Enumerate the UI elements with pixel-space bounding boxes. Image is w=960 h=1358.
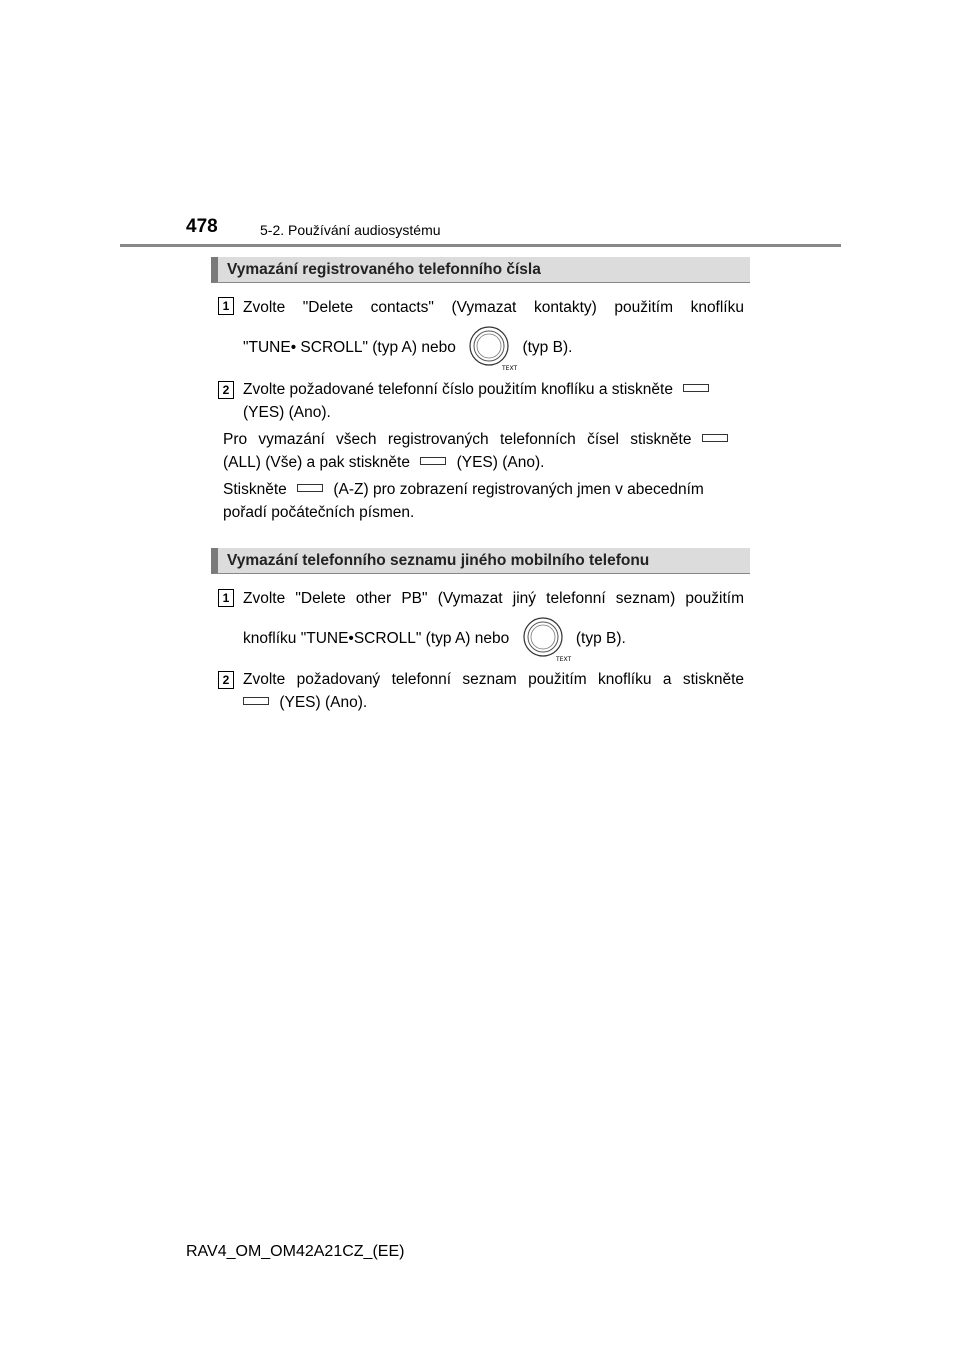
step-2b-text [243, 668, 744, 714]
screen-button-icon [420, 457, 446, 465]
step-1-line-2-b: (typ B). [522, 339, 573, 357]
knob-label: TEXT [555, 656, 571, 663]
step-1-line-1: Zvolte "Delete contacts" (Vymazat kontakty) použitím knoflíku [243, 299, 744, 316]
screen-button-icon [683, 384, 709, 392]
note-2-line-1-a: Stiskněte [223, 481, 287, 498]
note-1-line-2-a: (ALL) (Vše) a pak stiskněte [223, 454, 410, 471]
note-delete-all [223, 428, 744, 474]
step-2-line-1 [243, 378, 744, 401]
step-number-1: 1 [218, 297, 234, 315]
section-header: 5-2. Používání audiosystému [260, 222, 441, 238]
step-2b-line-1: Zvolte požadovaný telefonní seznam použitím knoflíku a stiskněte [243, 671, 744, 688]
note-1-line-1 [223, 428, 744, 451]
knob-label: TEXT [502, 365, 518, 372]
screen-button-icon [702, 434, 728, 442]
step-1b-line-2-a: knoflíku "TUNE•SCROLL" (typ A) nebo [243, 630, 510, 648]
note-sort [223, 478, 744, 524]
step-number-1: 1 [218, 589, 234, 607]
note-2-line-1-b: (A-Z) pro zobrazení registrovaných jmen v abecedním [333, 481, 704, 498]
step-1-line-2-a: "TUNE• SCROLL" (typ A) nebo [243, 339, 456, 357]
step-1b-line-2 [243, 616, 744, 662]
tune-scroll-knob-icon [520, 616, 571, 663]
step-2-text [243, 378, 744, 424]
step-1b-line-1: Zvolte "Delete other PB" (Vymazat jiný telefonní seznam) použitím [243, 590, 744, 607]
step-2-line-1-text: Zvolte požadované telefonní číslo použitím knoflíku a stiskněte [243, 381, 673, 398]
tune-scroll-knob-icon [466, 325, 518, 372]
footer-code: RAV4_OM_OM42A21CZ_(EE) [186, 1243, 405, 1260]
step-2-line-2: (YES) (Ano). [243, 404, 331, 421]
header-rule [120, 244, 841, 247]
screen-button-icon [243, 697, 269, 705]
section-bar-delete-number: Vymazání registrovaného telefonního čísla [211, 257, 750, 283]
page-number: 478 [186, 216, 218, 237]
step-1b-line-2-b: (typ B). [575, 630, 626, 648]
step-1b-text [243, 587, 744, 662]
step-2b-line-2 [243, 691, 744, 714]
step-2b-line-2-text: (YES) (Ano). [279, 694, 368, 711]
note-1-line-1-text: Pro vymazání všech registrovaných telefonních čísel stiskněte [223, 431, 692, 448]
note-1-line-2-b: (YES) (Ano). [456, 454, 545, 471]
step-1-text [243, 296, 744, 371]
section-bar-delete-phonebook: Vymazání telefonního seznamu jiného mobilního telefonu [211, 548, 750, 574]
step-1-line-2 [243, 325, 744, 371]
note-2-line-2: pořadí počátečních písmen. [223, 504, 415, 521]
note-1-line-2 [223, 451, 744, 474]
screen-button-icon [297, 484, 323, 492]
step-number-2: 2 [218, 381, 234, 399]
note-2-line-1 [223, 478, 744, 501]
step-number-2: 2 [218, 671, 234, 689]
